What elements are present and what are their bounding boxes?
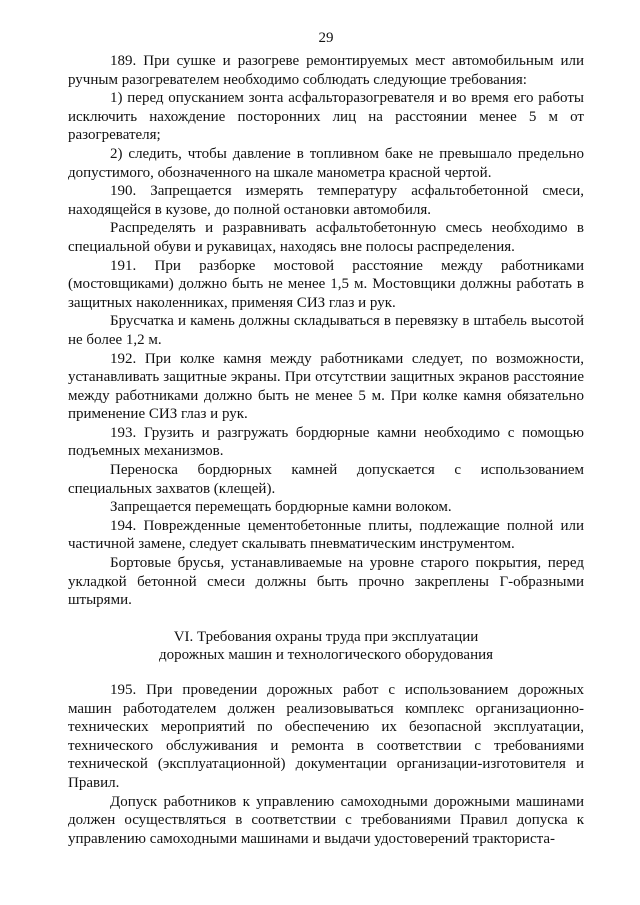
paragraph-189-item-1: 1) перед опусканием зонта асфальторазогревателя и во время его работы исключить нахождение посторонних лиц на расстоянии менее 5 м от разогревателя; [68, 90, 584, 144]
paragraph-190-cont: Распределять и разравнивать асфальтобетонную смесь необходимо в специальной обуви и рукавицах, находясь вне полосы распределения. [68, 220, 584, 255]
section-heading-line-1: VI. Требования охраны труда при эксплуатации [173, 628, 479, 645]
document-page [68, 28, 584, 848]
page-number: 29 [318, 30, 334, 46]
paragraph-194: 194. Поврежденные цементобетонные плиты, подлежащие полной или частичной замене, следует скалывать пневматическим инструментом. [68, 517, 584, 553]
paragraph-191: 191. При разборке мостовой расстояние между работниками (мостовщиками) должно быть не менее 1,5 м. Мостовщики должны работать в защитных наколенниках, применяя СИЗ глаз и рук. [68, 257, 584, 311]
paragraph-190: 190. Запрещается измерять температуру асфальтобетонной смеси, находящейся в кузове, до полной остановки автомобиля. [68, 183, 584, 218]
paragraph-192: 192. При колке камня между работниками следует, по возможности, устанавливать защитные экраны. При отсутствии защитных экранов расстояние между работниками должно быть не менее 5 м. При колке камня обязательно применение СИЗ глаз и рук. [68, 350, 584, 423]
paragraph-191-cont: Брусчатка и камень должны складываться в перевязку в штабель высотой не более 1,2 м. [68, 313, 584, 348]
paragraph-189-item-2: 2) следить, чтобы давление в топливном баке не превышало предельно допустимого, обозначенного на шкале манометра красной чертой. [68, 145, 584, 181]
section-heading [68, 628, 584, 665]
section-heading-line-2: дорожных машин и технологического оборудования [158, 647, 494, 664]
paragraph-193-cont-1: Переноска бордюрных камней допускается с использованием специальных захватов (клещей). [68, 462, 584, 497]
paragraph-194-cont: Бортовые брусья, устанавливаемые на уровне старого покрытия, перед укладкой бетонной смеси должны быть прочно закреплены Г-образными штырями. [68, 555, 584, 609]
paragraph-193-cont-2: Запрещается перемещать бордюрные камни волоком. [110, 499, 452, 516]
paragraph-189: 189. При сушке и разогреве ремонтируемых мест автомобильным или ручным разогревателем необходимо соблюдать следующие требования: [68, 53, 584, 88]
paragraph-195: 195. При проведении дорожных работ с использованием дорожных машин работодателем должен реализовываться комплекс организационно-технических мероприятий по обеспечению их безопасной эксплуатации, технического обслуживания и ремонта в соответствии с требованиями технической (эксплуатационной) документации организации-изготовителя и Правил. [68, 682, 584, 791]
paragraph-195-cont: Допуск работников к управлению самоходными дорожными машинами должен осуществляться в соответствии с требованиями Правил допуска к управлению самоходными машинами и выдачи удостоверений тракториста- [68, 793, 584, 847]
paragraph-193: 193. Грузить и разгружать бордюрные камни необходимо с помощью подъемных механизмов. [68, 424, 584, 460]
